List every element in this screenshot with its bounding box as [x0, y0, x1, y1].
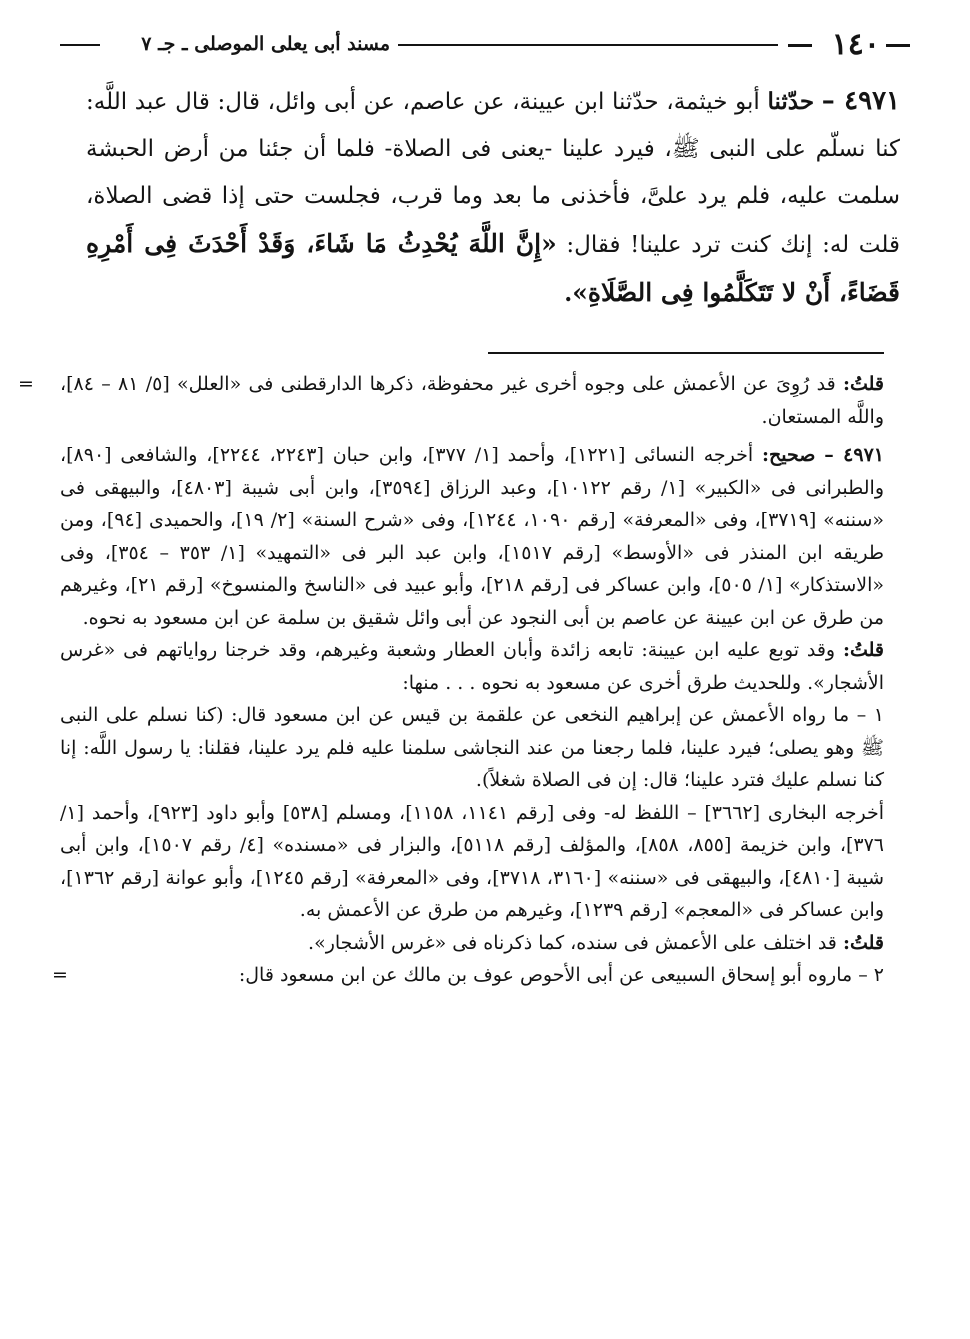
note-text: أخرجه النسائى [١٢٢١]، وأحمد [١/ ٣٧٧]، وابن حبان [٢٢٤٣، ٢٢٤٤]، والشافعى [٨٩٠]، والطبرانى فى «الكبير» [١/ رقم ١٠١٢٢]، وعبد الرزاق [٣٥٩٤]، وابن أبى شيبة [٤٨٠٣]، والبيهقى فى «سننه» [٣٧١٩]، وفى «المعرفة» [رقم ١٠٩٠، ١٢٤٤]، وفى «شرح السنة» [٢/ ١٩]، والحميدى [٩٤]، ومن طريقه ابن المنذر فى «الأوسط» [رقم ١٥١٧]، وابن عبد البر فى «التمهيد» [١/ ٣٥٣ – ٣٥٤]، وفى «الاستذكار» [١/ ٥٠٥]، وابن عساكر فى [رقم ٢١٨]، وأبو عبيد فى «الناسخ والمنسوخ» [رقم ٢١]، وغيرهم من طرق عن ابن عيينة عن عاصم بن أبى النجود عن أبى وائل شقيق بن سلمة عن ابن مسعود به نحوه. — [60, 444, 884, 629]
note-label: قلتُ: — [842, 373, 884, 395]
prophetic-quote: «إِنَّ اللَّهَ يُحْدِثُ مَا شَاءَ، وَقَدْ أَحْدَثَ فِى أَمْرِهِ قَضَاءً، أَنْ لا تَتَكَلَّمُوا فِى الصَّلَاةِ» — [86, 229, 900, 307]
note-ikhtilaf — [60, 927, 884, 960]
footnotes — [18, 368, 885, 992]
header-rule — [398, 44, 778, 46]
continuation-marker: = — [52, 964, 68, 986]
header-dash-right — [886, 44, 910, 47]
note-path-1 — [60, 699, 884, 797]
note-text: ٢ – ماروه أبو إسحاق السبيعى عن أبى الأحوص عوف بن مالك عن ابن مسعود قال: — [238, 964, 884, 986]
note-text: وقد توبع عليه ابن عيينة: تابعه زائدة وأبان العطار وشعبة وغيرهم، وقد خرجنا رواياتهم فى «غرس الأشجار». وللحديث طرق أخرى عن مسعود به نحوه . . . منها: — [60, 639, 884, 694]
note-label: قلتُ: — [842, 639, 884, 661]
note-path-2 — [52, 959, 884, 992]
note-mutabaat — [60, 634, 884, 699]
hadith-text — [86, 78, 900, 318]
note-text: قد رُوِىَ عن الأعمش على وجوه أخرى غير محفوظة، ذكرها الدارقطنى فى «العلل» [٥/ ٨١ – ٨٤]، واللَّه المستعان. — [60, 373, 884, 428]
note-path-1-takhrij — [60, 797, 884, 927]
note-number: ٤٩٧١ – — [824, 444, 884, 466]
hadith-end: . — [564, 280, 573, 307]
hadith-body: أبو خيثمة، حدّثنا ابن عيينة، عن عاصم، عن أبى وائل، قال: قال عبد اللَّه: كنا نسلّم على النبى ﷺ، فيرد علينا -يعنى فى الصلاة- فلما أن جئنا من أرض الحبشة سلمت عليه، فلم يرد علىَّ، فأخذنى ما بعد وما قرب، فجلست حتى إذا قضى الصلاة، قلت له: إنك كنت ترد علينا! فقال: — [86, 89, 900, 258]
header-dash-left — [60, 44, 100, 46]
isnad-lead: حدّثنا — [767, 88, 815, 115]
note-illal — [18, 368, 884, 433]
page-header — [60, 24, 910, 64]
footnote-divider — [488, 352, 884, 354]
continuation-marker: = — [18, 373, 34, 395]
note-takhrij-4971 — [60, 439, 884, 634]
running-title: مسند أبى يعلى الموصلى ـ جـ ٧ — [141, 33, 390, 55]
header-dash-after-number — [788, 44, 812, 47]
grading-label: صحيح: — [762, 444, 816, 466]
page-number: ١٤٠ — [831, 27, 880, 62]
note-text: قد اختلف على الأعمش فى سنده، كما ذكرناه فى «غرس الأشجار». — [308, 931, 837, 954]
note-label: قلتُ: — [842, 931, 884, 954]
note-text: أخرجه البخارى [٣٦٦٢] – اللفظ له- وفى [رقم ١١٤١، ١١٥٨]، ومسلم [٥٣٨] وأبو داود [٩٢٣]، وأحمد [١/ ٣٧٦]، وابن خزيمة [٨٥٥، ٨٥٨]، والمؤلف [رقم ٥١١٨]، والبزار فى «مسنده» [٤/ رقم ١٥٠٧]، وابن أبى شيبة [٤٨١٠]، والبيهقى فى «سننه» [٣١٦٠، ٣٧١٨]، وفى «المعرفة» [رقم ١٢٤٥]، وأبو عوانة [رقم ١٣٦٢]، وابن عساكر فى «المعجم» [رقم ١٢٣٩]، وغيرهم من طرق عن الأعمش به. — [60, 801, 885, 921]
hadith-number: ٤٩٧١ – — [821, 86, 901, 116]
note-text: ١ – ما رواه الأعمش عن إبراهيم النخعى عن علقمة بن قيس عن ابن مسعود قال: (كنا نسلم على النبى ﷺ وهو يصلى؛ فيرد علينا، فلما رجعنا من عند النجاشى سلمنا عليه فلم يرد علينا، فقلنا: يا رسول اللَّه: إنا كنا نسلم عليك فترد علينا؛ قال: إن فى الصلاة شغلاً). — [60, 704, 884, 791]
